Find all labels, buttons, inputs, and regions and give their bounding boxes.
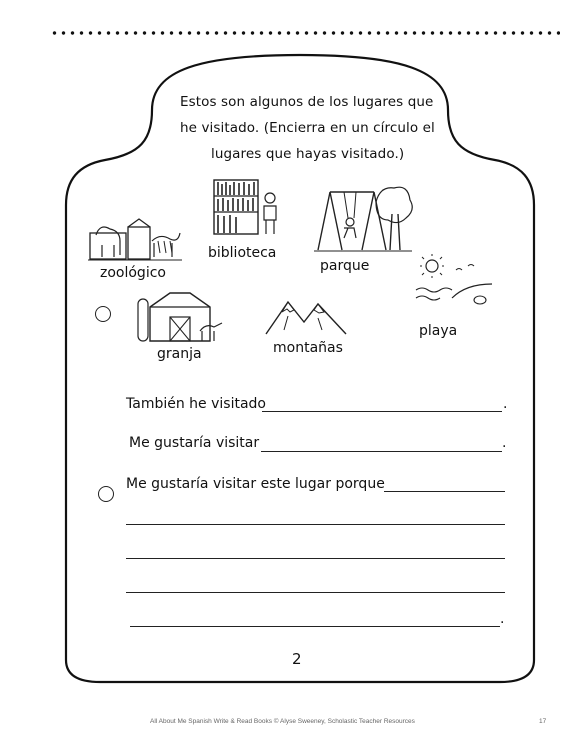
park-illustration xyxy=(314,184,414,256)
place-zoo: zoológico xyxy=(100,265,166,281)
footer-credit: All About Me Spanish Write & Read Books © Alyse Sweeney, Scholastic Teacher Resources xyxy=(150,718,415,725)
prompt-visited-period: . xyxy=(503,396,508,412)
prompt-want: Me gustaría visitar xyxy=(129,435,260,451)
answer-line-4[interactable] xyxy=(130,626,500,627)
intro-line-1: Estos son algunos de los lugares que xyxy=(180,94,434,110)
binder-hole-lower xyxy=(98,486,114,502)
place-farm: granja xyxy=(157,346,202,362)
page-number: 2 xyxy=(292,650,302,668)
farm-illustration xyxy=(134,289,226,343)
prompt-visited: También he visitado xyxy=(126,396,266,412)
prompt-want-period: . xyxy=(502,435,507,451)
place-library: biblioteca xyxy=(208,245,277,261)
intro-line-3: lugares que hayas visitado.) xyxy=(211,146,405,162)
library-illustration xyxy=(212,176,282,238)
answer-line-1[interactable] xyxy=(126,524,505,525)
mountains-illustration xyxy=(264,296,348,336)
answer-line-visited[interactable] xyxy=(262,411,502,412)
place-mountains: montañas xyxy=(273,340,343,356)
beach-illustration xyxy=(412,254,494,310)
answer-line-3[interactable] xyxy=(126,592,505,593)
answer-line-want[interactable] xyxy=(261,451,502,452)
place-beach: playa xyxy=(419,323,458,339)
prompt-because: Me gustaría visitar este lugar porque xyxy=(126,476,385,492)
binder-hole-upper xyxy=(95,306,111,322)
place-park: parque xyxy=(320,258,370,274)
footer-page-number: 17 xyxy=(539,718,547,725)
intro-line-2: he visitado. (Encierra en un círculo el xyxy=(180,120,435,136)
zoo-illustration xyxy=(88,213,184,263)
answer-line-2[interactable] xyxy=(126,558,505,559)
answer-line-because[interactable] xyxy=(384,491,505,492)
final-period: . xyxy=(500,611,505,627)
